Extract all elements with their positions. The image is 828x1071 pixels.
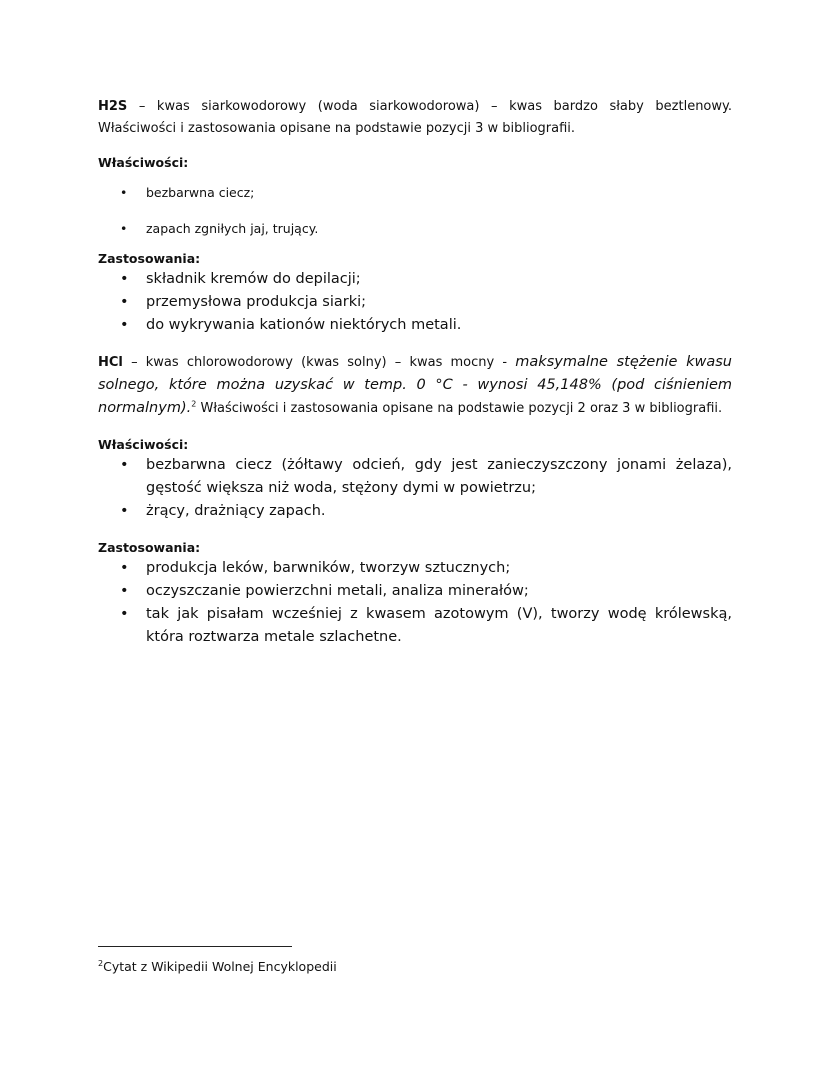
h2s-formula: H2S bbox=[98, 99, 128, 114]
list-item-text: oczyszczanie powierzchni metali, analiza minerałów; bbox=[146, 583, 529, 599]
list-item-text: przemysłowa produkcja siarki; bbox=[146, 294, 367, 310]
hcl-intro-text: – kwas chlorowodorowy (kwas solny) – kwas mocny - bbox=[122, 355, 516, 370]
hcl-quote: maksymalne stężenie kwasu solnego, które można uzyskać w temp. 0 °C - wynosi 45,148% (pod ciśnieniem normalnym). bbox=[98, 354, 733, 416]
h2s-intro bbox=[98, 96, 732, 140]
list-item-text: składnik kremów do depilacji; bbox=[146, 271, 361, 287]
bullet-icon: • bbox=[120, 457, 129, 473]
h2s-properties-heading: Właściwości: bbox=[98, 155, 189, 170]
h2s-uses-list bbox=[98, 268, 732, 337]
hcl-uses-list bbox=[98, 557, 732, 649]
bullet-icon: • bbox=[120, 271, 129, 287]
list-item bbox=[98, 314, 732, 337]
h2s-properties-list bbox=[98, 184, 732, 238]
list-item bbox=[98, 500, 732, 523]
list-item bbox=[98, 184, 732, 202]
hcl-formula: HCl bbox=[98, 355, 123, 370]
footnote-divider bbox=[98, 946, 292, 947]
list-item bbox=[98, 454, 732, 500]
footnote-number: 2 bbox=[98, 958, 104, 968]
list-item bbox=[98, 268, 732, 291]
list-item bbox=[98, 220, 732, 238]
list-item-text: bezbarwna ciecz (żółtawy odcień, gdy jest zanieczyszczony jonami żelaza), gęstość większa niż woda, stężony dymi w powietrzu; bbox=[146, 457, 732, 496]
bullet-icon: • bbox=[120, 560, 129, 576]
bullet-icon: • bbox=[120, 185, 128, 200]
hcl-intro-source: Właściwości i zastosowania opisane na podstawie pozycji 2 oraz 3 w bibliografii. bbox=[196, 401, 723, 416]
footnote-text: Cytat z Wikipedii Wolnej Encyklopedii bbox=[103, 959, 337, 974]
list-item bbox=[98, 580, 732, 603]
list-item-text: zapach zgniłych jaj, trujący. bbox=[146, 221, 319, 236]
hcl-uses-heading: Zastosowania: bbox=[98, 540, 201, 555]
document-body bbox=[98, 96, 732, 649]
list-item-text: produkcja leków, barwników, tworzyw sztucznych; bbox=[146, 560, 511, 576]
footnote bbox=[98, 958, 337, 976]
h2s-uses-heading: Zastosowania: bbox=[98, 251, 201, 266]
bullet-icon: • bbox=[120, 294, 129, 310]
list-item bbox=[98, 291, 732, 314]
h2s-intro-text: – kwas siarkowodorowy (woda siarkowodorowa) – kwas bardzo słaby beztlenowy. Właściwości i zastosowania opisane na podstawie pozycji 3 w bibliografii. bbox=[98, 99, 732, 136]
list-item-text: żrący, drażniący zapach. bbox=[146, 503, 326, 519]
bullet-icon: • bbox=[120, 221, 128, 236]
list-item-text: tak jak pisałam wcześniej z kwasem azotowym (V), tworzy wodę królewską, która roztwarza metale szlachetne. bbox=[146, 606, 732, 645]
list-item bbox=[98, 603, 732, 649]
hcl-intro bbox=[98, 351, 732, 420]
list-item-text: bezbarwna ciecz; bbox=[146, 185, 255, 200]
bullet-icon: • bbox=[120, 606, 129, 622]
bullet-icon: • bbox=[120, 583, 129, 599]
list-item-text: do wykrywania kationów niektórych metali. bbox=[146, 317, 462, 333]
footnote-reference: 2 bbox=[191, 399, 197, 409]
hcl-properties-heading: Właściwości: bbox=[98, 437, 189, 452]
bullet-icon: • bbox=[120, 317, 129, 333]
list-item bbox=[98, 557, 732, 580]
bullet-icon: • bbox=[120, 503, 129, 519]
hcl-properties-list bbox=[98, 454, 732, 523]
